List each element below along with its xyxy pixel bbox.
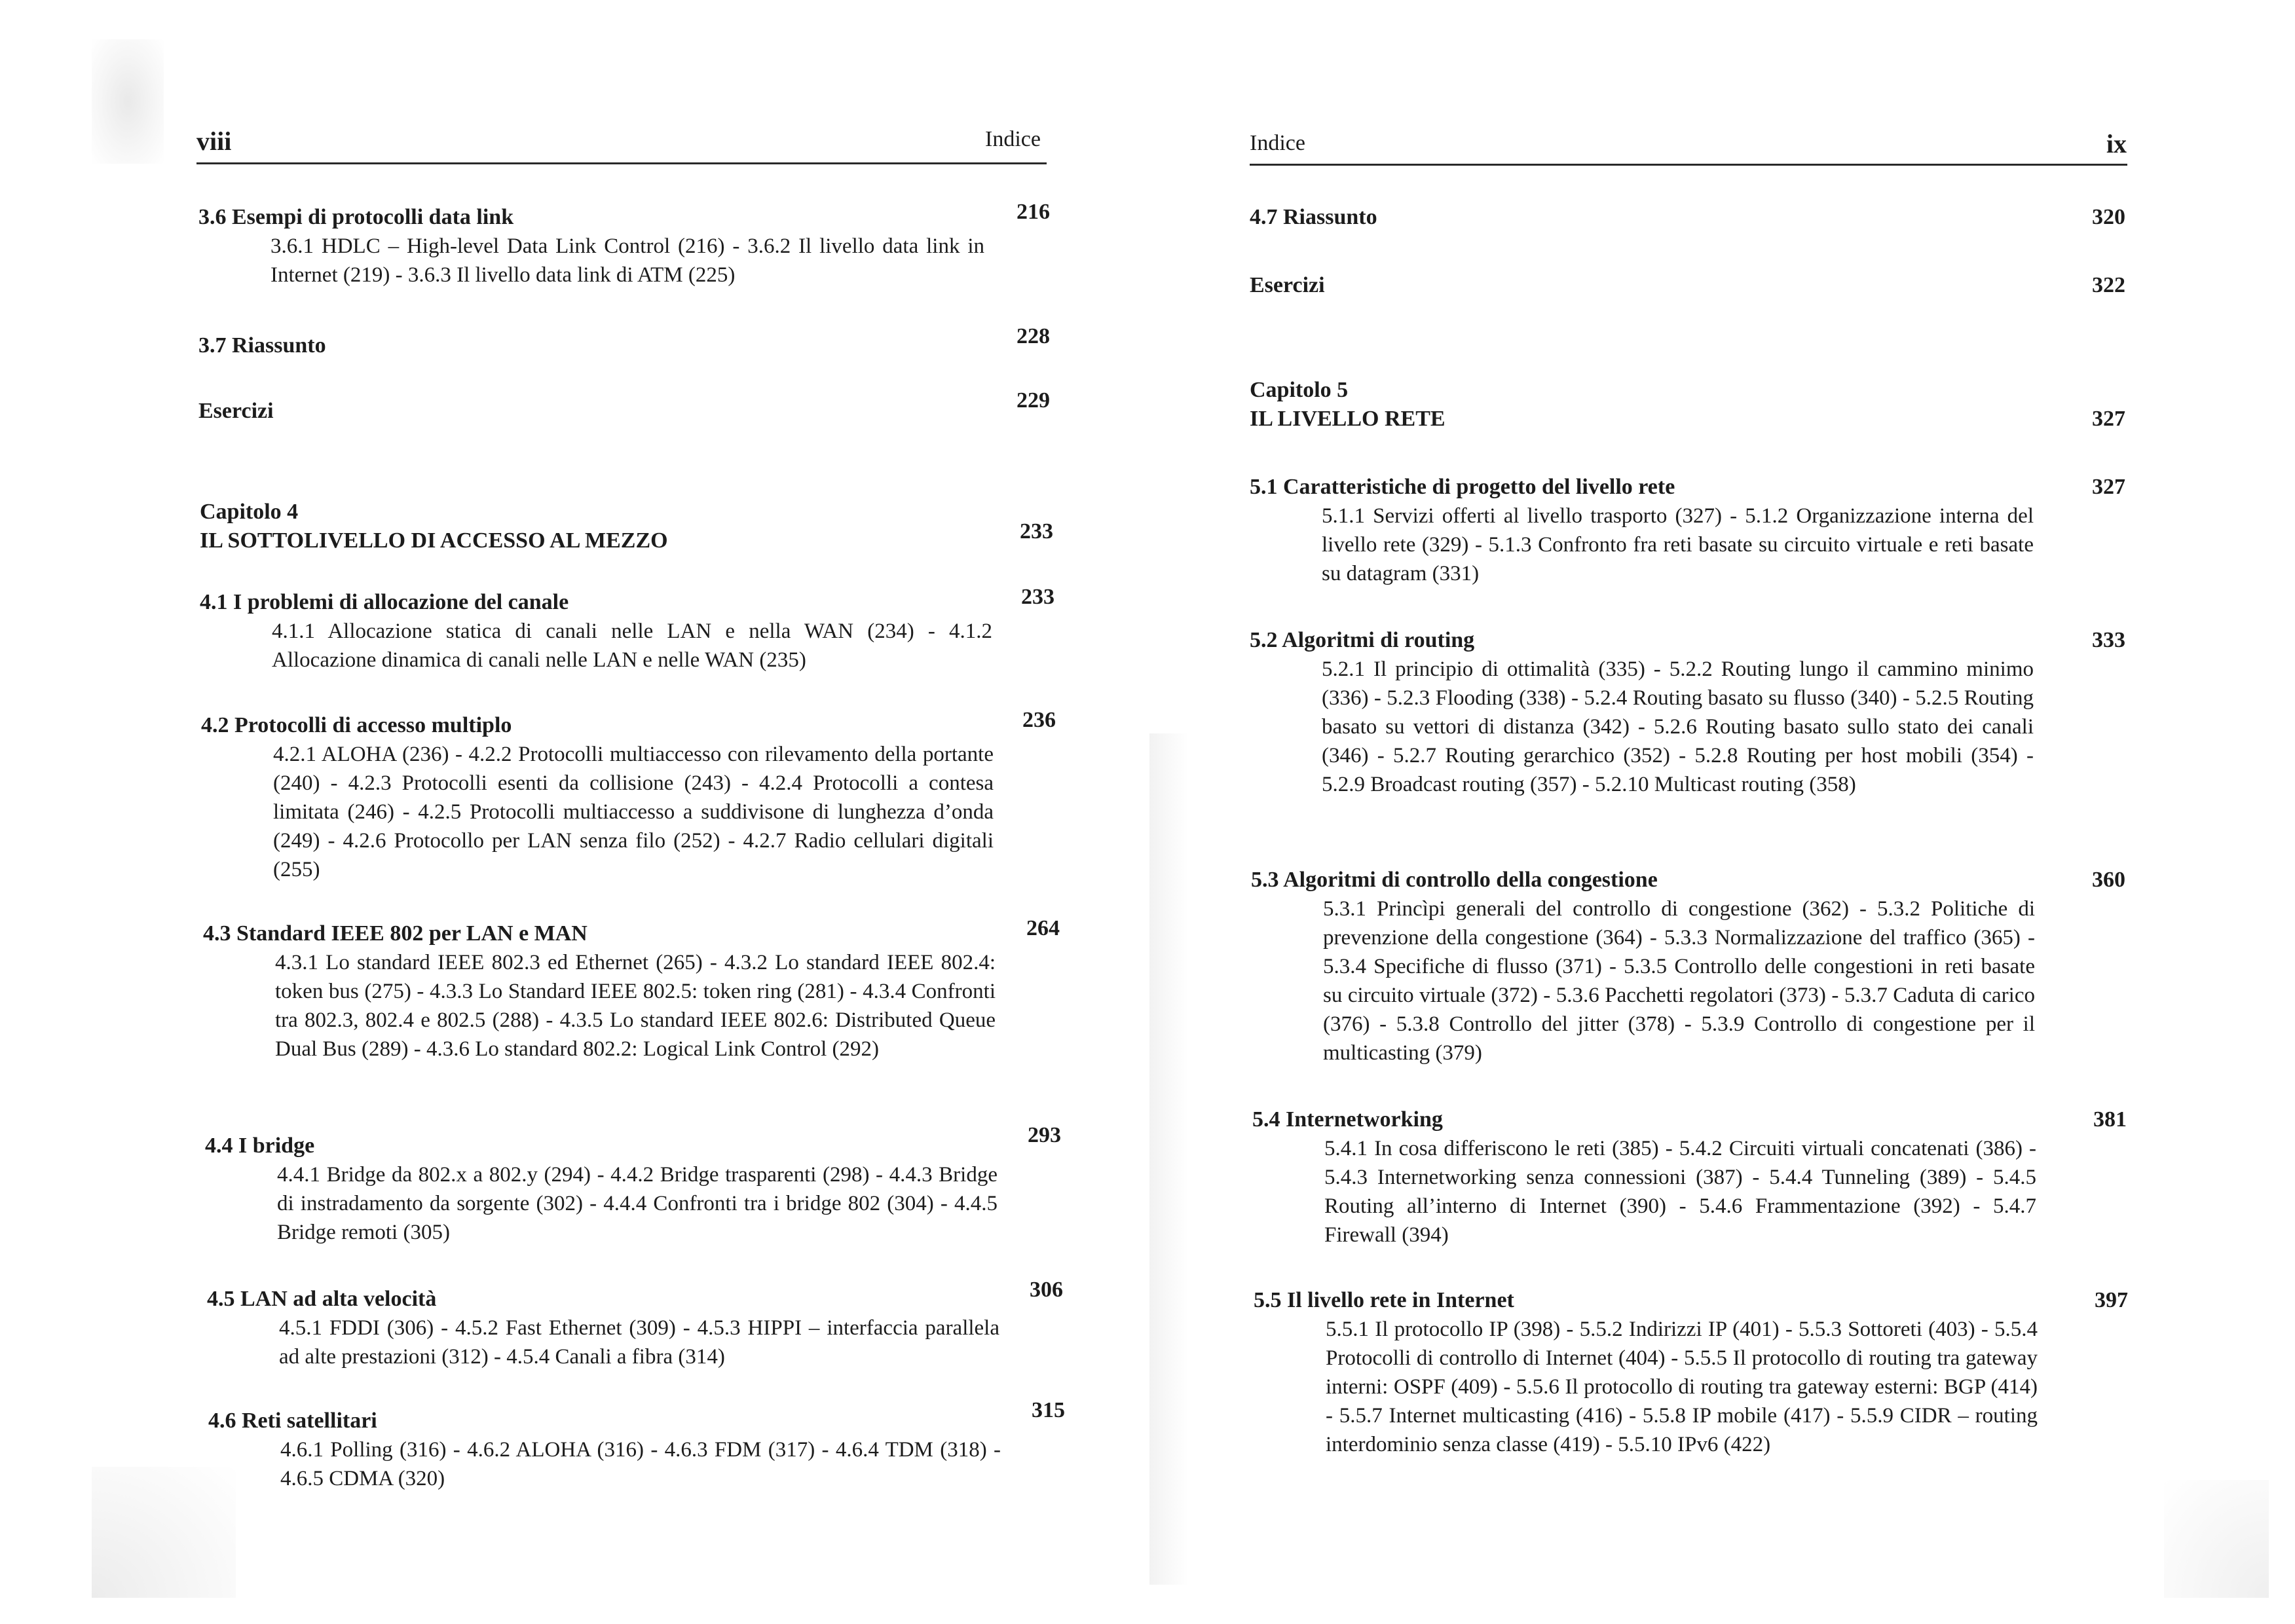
toc-page-number: 320 (2092, 205, 2125, 229)
toc-entry (198, 331, 984, 360)
toc-entry-title: 5.5 Il livello rete in Internet (1254, 1288, 1514, 1312)
toc-entry (198, 203, 984, 289)
toc-page-number: 228 (1017, 324, 1050, 348)
toc-page-number: 360 (2092, 868, 2125, 892)
left-running-head: Indice (985, 127, 1041, 151)
toc-entry (1250, 203, 2036, 232)
toc-page-number: 397 (2095, 1288, 2128, 1312)
toc-entry-title: 5.2 Algoritmi di routing (1250, 628, 1475, 652)
toc-entry-title: 4.3 Standard IEEE 802 per LAN e MAN (203, 921, 588, 946)
toc-page-number: 216 (1017, 200, 1050, 224)
toc-entry-body: 5.3.1 Princìpi generali del controllo di congestione (362) - 5.3.2 Politiche di prevenzione della congestione (364) - 5.3.3 Normalizzazione del traffico (365) - 5.3.4 Specifiche di flusso (371) - 5.3.5 Controllo delle congestioni in reti basate su circuito virtuale (372) - 5.3.6 Pacchetti regolatori (373) - 5.3.7 Caduta di carico (376) - 5.3.8 Controllo del jitter (378) - 5.3.9 Controllo di congestione per il multicasting (379) (1323, 897, 2035, 1065)
toc-entry-title: 4.4 I bridge (205, 1134, 315, 1158)
toc-entry (207, 1285, 999, 1371)
toc-page-number: 322 (2092, 273, 2125, 297)
chapter-label: Capitolo 4 (200, 500, 299, 524)
toc-entry (1250, 473, 2034, 588)
toc-entry-body: 3.6.1 HDLC – High-level Data Link Control (216) - 3.6.2 Il livello data link in Internet (219) - 3.6.3 Il livello data link di ATM (225) (271, 234, 984, 287)
toc-entry-body: 4.4.1 Bridge da 802.x a 802.y (294) - 4.4.2 Bridge trasparenti (298) - 4.4.3 Bridge di instradamento da sorgente (302) - 4.4.4 Confronti tra i bridge 802 (304) - 4.4.5 Bridge remoti (305) (277, 1163, 998, 1244)
toc-entry-title: Esercizi (198, 399, 274, 423)
toc-entry-title: 5.4 Internetworking (1252, 1107, 1443, 1132)
toc-entry (198, 397, 984, 426)
chapter-heading (200, 498, 986, 555)
toc-entry-title: Esercizi (1250, 273, 1325, 297)
chapter-heading (1250, 376, 2036, 434)
toc-entry-title: 4.5 LAN ad alta velocità (207, 1287, 437, 1311)
toc-entry-body: 4.5.1 FDDI (306) - 4.5.2 Fast Ethernet (309) - 4.5.3 HIPPI – interfaccia parallela ad alte prestazioni (312) - 4.5.4 Canali a fibra (314) (279, 1316, 999, 1369)
chapter-label: Capitolo 5 (1250, 378, 1349, 402)
toc-entry-body: 4.3.1 Lo standard IEEE 802.3 ed Ethernet (265) - 4.3.2 Lo standard IEEE 802.4: token bus (275) - 4.3.3 Lo Standard IEEE 802.5: token ring (281) - 4.3.4 Confronti tra 802.3, 802.4 e 802.5 (288) - 4.3.5 Lo standard IEEE 802.6: Distributed Queue Dual Bus (289) - 4.3.6 Lo standard 802.2: Logical Link Control (292) (275, 951, 996, 1061)
right-page-number: ix (2106, 129, 2127, 158)
toc-entry-title: 4.2 Protocolli di accesso multiplo (201, 713, 512, 737)
toc-entry (205, 1132, 998, 1247)
toc-entry-body: 5.2.1 Il principio di ottimalità (335) - 5.2.2 Routing lungo il cammino minimo (336) - 5.2.3 Flooding (338) - 5.2.4 Routing basato su flusso (340) - 5.2.5 Routing basato su vettori di distanza (342) - 5.2.6 Routing basato sullo stato dei canali (346) - 5.2.7 Routing gerarchico (352) - 5.2.8 Routing per host mobili (354) - 5.2.9 Broadcast routing (357) - 5.2.10 Multicast routing (358) (1322, 657, 2034, 796)
toc-page-number: 233 (1020, 519, 1053, 544)
toc-entry (203, 919, 996, 1063)
toc-entry-title: 5.1 Caratteristiche di progetto del livello rete (1250, 475, 1675, 499)
toc-entry-body: 4.6.1 Polling (316) - 4.6.2 ALOHA (316) - 4.6.3 FDM (317) - 4.6.4 TDM (318) - 4.6.5 CDMA (320) (280, 1438, 1001, 1490)
toc-entry-body: 4.1.1 Allocazione statica di canali nelle LAN e nella WAN (234) - 4.1.2 Allocazione dinamica di canali nelle LAN e nelle WAN (235) (272, 619, 992, 672)
toc-entry (208, 1407, 1001, 1493)
toc-page-number: 293 (1028, 1123, 1061, 1147)
right-page (1148, 0, 2295, 1624)
toc-entry (1251, 866, 2035, 1067)
toc-entry (200, 588, 992, 674)
toc-page-number: 381 (2093, 1107, 2127, 1132)
toc-entry (1254, 1286, 2038, 1459)
toc-entry (1252, 1105, 2036, 1249)
toc-entry-body: 5.5.1 Il protocollo IP (398) - 5.5.2 Indirizzi IP (401) - 5.5.3 Sottoreti (403) - 5.5.4 Protocolli di controllo di Internet (404) - 5.5.5 Il protocollo di routing tra gateway interni: OSPF (409) - 5.5.6 Il protocollo di routing tra gateway esterni: BGP (414) - 5.5.7 Internet multicasting (416) - 5.5.8 IP mobile (417) - 5.5.9 CIDR – routing interdominio senza classe (419) - 5.5.10 IPv6 (422) (1326, 1318, 2038, 1456)
toc-entry (1250, 271, 2036, 300)
toc-page-number: 264 (1026, 916, 1060, 940)
toc-page-number: 327 (2092, 475, 2125, 499)
toc-page-number: 315 (1032, 1398, 1065, 1422)
toc-page-number: 306 (1030, 1278, 1063, 1302)
toc-entry (1250, 626, 2034, 799)
toc-entry-title: 4.7 Riassunto (1250, 205, 1377, 229)
right-running-head: Indice (1250, 131, 1305, 155)
toc-entry-title: 3.6 Esempi di protocolli data link (198, 205, 514, 229)
chapter-title: IL SOTTOLIVELLO DI ACCESSO AL MEZZO (200, 528, 668, 553)
toc-page-number: 327 (2092, 407, 2125, 431)
toc-entry (201, 711, 994, 884)
toc-page-number: 333 (2092, 628, 2125, 652)
left-header-rule (196, 162, 1047, 164)
chapter-title: IL LIVELLO RETE (1250, 407, 1446, 431)
toc-entry-body: 4.2.1 ALOHA (236) - 4.2.2 Protocolli multiaccesso con rilevamento della portante (240) - 4.2.3 Protocolli esenti da collisione (243) - 4.2.4 Protocolli a contesa limitata (246) - 4.2.5 Protocolli multiaccesso a suddivisone di lunghezza d’onda (249) - 4.2.6 Protocollo per LAN senza filo (252) - 4.2.7 Radio cellulari digitali (255) (273, 743, 994, 881)
toc-entry-body: 5.4.1 In cosa differiscono le reti (385) - 5.4.2 Circuiti virtuali concatenati (386) - 5.4.3 Internetworking senza connessioni (387) - 5.4.4 Tunneling (389) - 5.4.5 Routing all’interno di Internet (390) - 5.4.6 Frammentazione (392) - 5.4.7 Firewall (394) (1324, 1137, 2036, 1247)
left-page-number: viii (196, 126, 232, 156)
toc-entry-body: 5.1.1 Servizi offerti al livello trasporto (327) - 5.1.2 Organizzazione interna del livello rete (329) - 5.1.3 Confronto fra reti basate su circuito virtuale e reti basate su datagram (331) (1322, 504, 2034, 585)
toc-entry-title: 4.6 Reti satellitari (208, 1409, 377, 1433)
toc-entry-title: 5.3 Algoritmi di controllo della congestione (1251, 868, 1658, 892)
toc-page-number: 229 (1017, 388, 1050, 413)
toc-page-number: 236 (1022, 708, 1056, 732)
toc-page-number: 233 (1021, 585, 1054, 609)
toc-entry-title: 3.7 Riassunto (198, 333, 326, 358)
toc-entry-title: 4.1 I problemi di allocazione del canale (200, 590, 569, 614)
right-header-rule (1250, 164, 2127, 166)
